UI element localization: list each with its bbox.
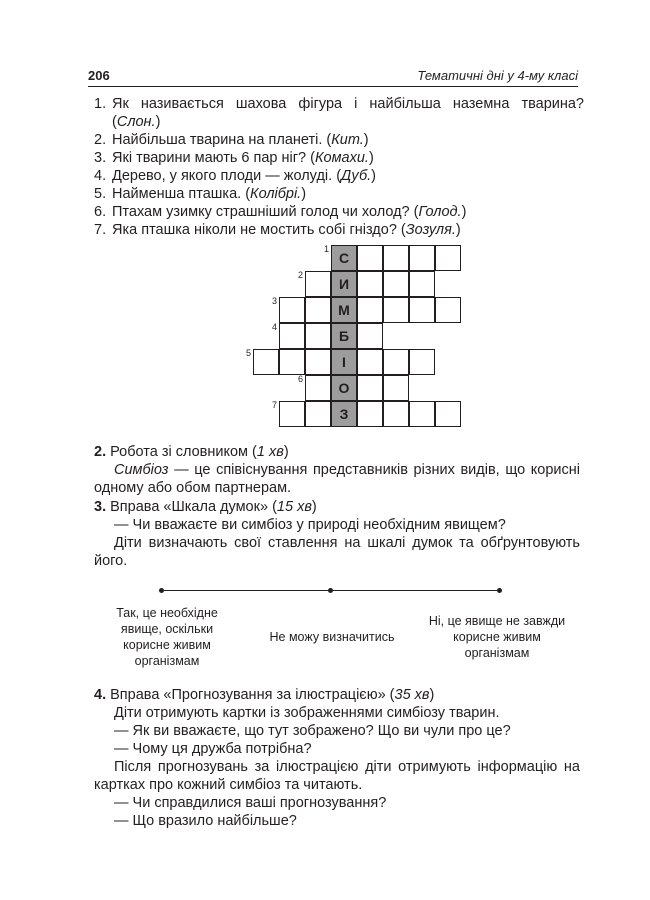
crossword-cell: [279, 401, 305, 427]
crossword-cell: [435, 297, 461, 323]
question-line: — Чому ця дружба потрібна?: [114, 741, 312, 757]
crossword-cell: [357, 297, 383, 323]
crossword-cell: [409, 271, 435, 297]
crossword-cell: [279, 297, 305, 323]
crossword-cell: [305, 297, 331, 323]
crossword-key-cell: О: [331, 375, 357, 401]
scale-label-middle: Не можу визначитись: [269, 630, 395, 644]
crossword-cell: [305, 375, 331, 401]
crossword-key-cell: Б: [331, 323, 357, 349]
crossword-key-cell: С: [331, 245, 357, 271]
question-item: 7. Яка пташка ніколи не мостить собі гніздо? (Зозуля.): [94, 222, 461, 238]
section-title: 3. Вправа «Шкала думок» (15 хв): [94, 499, 317, 515]
question-item: 2. Найбільша тварина на планеті. (Кит.): [94, 132, 369, 148]
running-title: Тематичні дні у 4-му класі: [417, 68, 578, 83]
crossword-row-number: 2: [297, 270, 303, 280]
crossword-cell: [253, 349, 279, 375]
scale-point-left: [159, 588, 164, 593]
question-item: 5. Найменша пташка. (Колібрі.): [94, 186, 307, 202]
section-3: [94, 498, 580, 570]
crossword-cell: [383, 401, 409, 427]
scale-point-middle: [328, 588, 333, 593]
scale-label-left: Так, це необхідне явище, оскільки корисне живим організмам: [116, 606, 218, 668]
section-2: [94, 443, 580, 497]
question-list: [94, 95, 584, 239]
crossword-row-number: 5: [245, 348, 251, 358]
answer: Дуб.: [341, 168, 372, 184]
crossword-cell: [305, 401, 331, 427]
crossword-cell: [279, 349, 305, 375]
crossword-row-number: 6: [297, 374, 303, 384]
section-title: 4. Вправа «Прогнозування за ілюстрацією» (35 хв): [94, 687, 435, 703]
question-line: — Як ви вважаєте, що тут зображено? Що ви чули про це?: [114, 723, 511, 739]
section-title: 2. Робота зі словником (1 хв): [94, 444, 289, 460]
paragraph: Діти отримують картки із зображеннями симбіозу тварин.: [114, 705, 500, 721]
crossword-cell: [357, 349, 383, 375]
crossword-row-number: 1: [323, 244, 329, 254]
answer: Слон.: [116, 114, 156, 130]
crossword-cell: [279, 323, 305, 349]
page-number: 206: [88, 68, 110, 83]
crossword-cell: [305, 349, 331, 375]
question-item: 4. Дерево, у якого плоди — жолуді. (Дуб.): [94, 168, 377, 184]
question-item: 1. Як називається шахова фігура і найбільша наземна тварина?: [94, 96, 584, 112]
crossword-cell: [357, 323, 383, 349]
question-line: — Чи справдилися ваші прогнозування?: [114, 795, 387, 811]
crossword-cell: [357, 271, 383, 297]
crossword-cell: [305, 323, 331, 349]
question-line: — Чи вважаєте ви симбіоз у природі необхідним явищем?: [114, 517, 506, 533]
crossword-cell: [409, 401, 435, 427]
scale-label-right: Ні, це явище не завжди корисне живим організмам: [428, 614, 566, 660]
definition: Симбіоз — це співіснування представників різних видів, що корисні одному або обом партнерам.: [94, 462, 580, 496]
question-item-continuation: (Слон.): [112, 114, 161, 130]
crossword-cell: [357, 245, 383, 271]
term: Симбіоз: [114, 462, 169, 478]
crossword-cell: [383, 271, 409, 297]
question-item: 6. Птахам узимку страшніший голод чи холод? (Голод.): [94, 204, 467, 220]
crossword-cell: [409, 349, 435, 375]
question-item: 3. Які тварини мають 6 пар ніг? (Комахи.): [94, 150, 374, 166]
crossword-key-cell: І: [331, 349, 357, 375]
crossword-cell: [409, 245, 435, 271]
crossword-key-cell: И: [331, 271, 357, 297]
answer: Комахи.: [314, 150, 369, 166]
question-line: — Що вразило найбільше?: [114, 813, 297, 829]
crossword-cell: [357, 401, 383, 427]
crossword-cell: [305, 271, 331, 297]
crossword-cell: [435, 401, 461, 427]
crossword-cell: [435, 245, 461, 271]
crossword-row-number: 7: [271, 400, 277, 410]
running-header: [88, 66, 578, 87]
crossword-cell: [357, 375, 383, 401]
crossword-cell: [383, 375, 409, 401]
paragraph: Після прогнозувань за ілюстрацією діти отримують інформацію на картках про кожний симбіоз та читають.: [94, 759, 580, 793]
crossword-key-cell: З: [331, 401, 357, 427]
crossword-row-number: 4: [271, 322, 277, 332]
paragraph: Діти визначають свої ставлення на шкалі думок та обґрунтовують його.: [94, 535, 580, 569]
section-4: [94, 686, 580, 830]
answer: Зозуля.: [405, 222, 456, 238]
crossword-cell: [409, 297, 435, 323]
answer: Кит.: [331, 132, 364, 148]
crossword-cell: [383, 349, 409, 375]
crossword-key-cell: М: [331, 297, 357, 323]
scale-point-right: [497, 588, 502, 593]
crossword-row-number: 3: [271, 296, 277, 306]
answer: Колібрі.: [250, 186, 302, 202]
answer: Голод.: [418, 204, 462, 220]
crossword-cell: [383, 245, 409, 271]
crossword-cell: [383, 297, 409, 323]
